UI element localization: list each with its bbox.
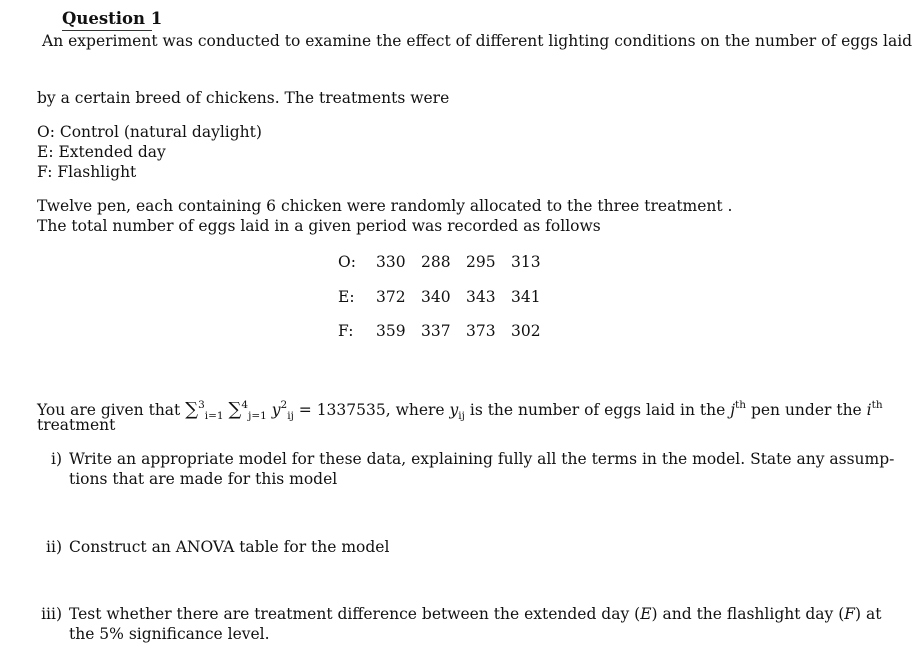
sum-inner-upper: 4 [241,399,249,411]
sum-symbol-inner: ∑ [228,399,242,420]
i-th: th [871,399,883,411]
sum-inner-lower: j=1 [248,410,267,422]
part-i-line-1: Write an appropriate model for these data, explaining fully all the terms in the model. State any assump- [69,450,895,468]
row-label: E: [338,287,355,306]
row-label: O: [338,253,356,271]
table-row [338,252,556,287]
question-title: Question 1 [62,9,163,28]
table-cell: 340 [421,287,451,306]
setup-line-2: The total number of eggs laid in a given period was recorded as follows [37,217,601,235]
part-iii-text-c: ) at [855,605,882,623]
part-i-label: i) [50,450,62,468]
intro-line-1: An experiment was conducted to examine the effect of different lighting conditions on the number of eggs laid [42,32,912,50]
part-iii-text-b: ) and the flashlight day ( [651,605,845,623]
given-line-2: treatment [37,416,116,434]
part-iii-label: iii) [41,605,62,623]
intro-line-2: by a certain breed of chickens. The treatments were [37,89,450,107]
j-variable: j [730,401,736,419]
row-label: F: [338,322,354,340]
treatment-o: O: Control (natural daylight) [37,123,262,141]
part-iii-line-2: the 5% significance level. [69,625,270,643]
part-ii-label: ii) [46,538,62,556]
table-cell: 373 [466,322,496,340]
table-cell: 343 [466,287,496,306]
given-value: = 1337535, where [298,401,445,419]
table-cell: 302 [511,322,541,340]
table-cell: 288 [421,253,451,271]
y-variable-2: y [449,401,459,419]
sum-outer-lower: i=1 [204,410,224,422]
given-prefix: You are given that [37,401,181,419]
part-iii-text-a: Test whether there are treatment difference between the extended day ( [69,605,641,623]
j-th: th [735,399,746,411]
table-cell: 337 [421,322,451,340]
part-ii-line-1: Construct an ANOVA table for the model [69,538,390,556]
setup-line-1: Twelve pen, each containing 6 chicken were randomly allocated to the three treatment . [37,197,733,215]
i-variable: i [866,401,872,419]
table-cell: 372 [376,287,406,306]
table-cell: 359 [376,322,406,340]
table-cell: 295 [466,253,496,271]
table-row [338,321,556,356]
y-power: 2 [280,399,288,411]
treatment-f: F: Flashlight [37,163,137,181]
y-index: ij [287,410,294,422]
table-row [338,287,556,322]
sum-outer-upper: 3 [198,399,205,411]
table-cell: 341 [511,287,541,306]
sum-symbol-outer: ∑ [185,399,199,420]
y-variable: y [271,401,281,419]
part-i-line-2: tions that are made for this model [69,470,338,488]
table-cell: 330 [376,253,406,271]
y-index-2: ij [458,410,465,422]
given-statement [37,395,883,426]
part-iii-line-1 [69,604,882,624]
part-iii-e: E [640,605,652,623]
given-middle-2: pen under the [750,401,862,419]
table-cell: 313 [511,253,541,271]
given-middle: is the number of eggs laid in the [469,401,726,419]
part-iii-f: F [844,605,856,623]
eggs-data-table [338,252,556,356]
treatment-e: E: Extended day [37,143,166,161]
